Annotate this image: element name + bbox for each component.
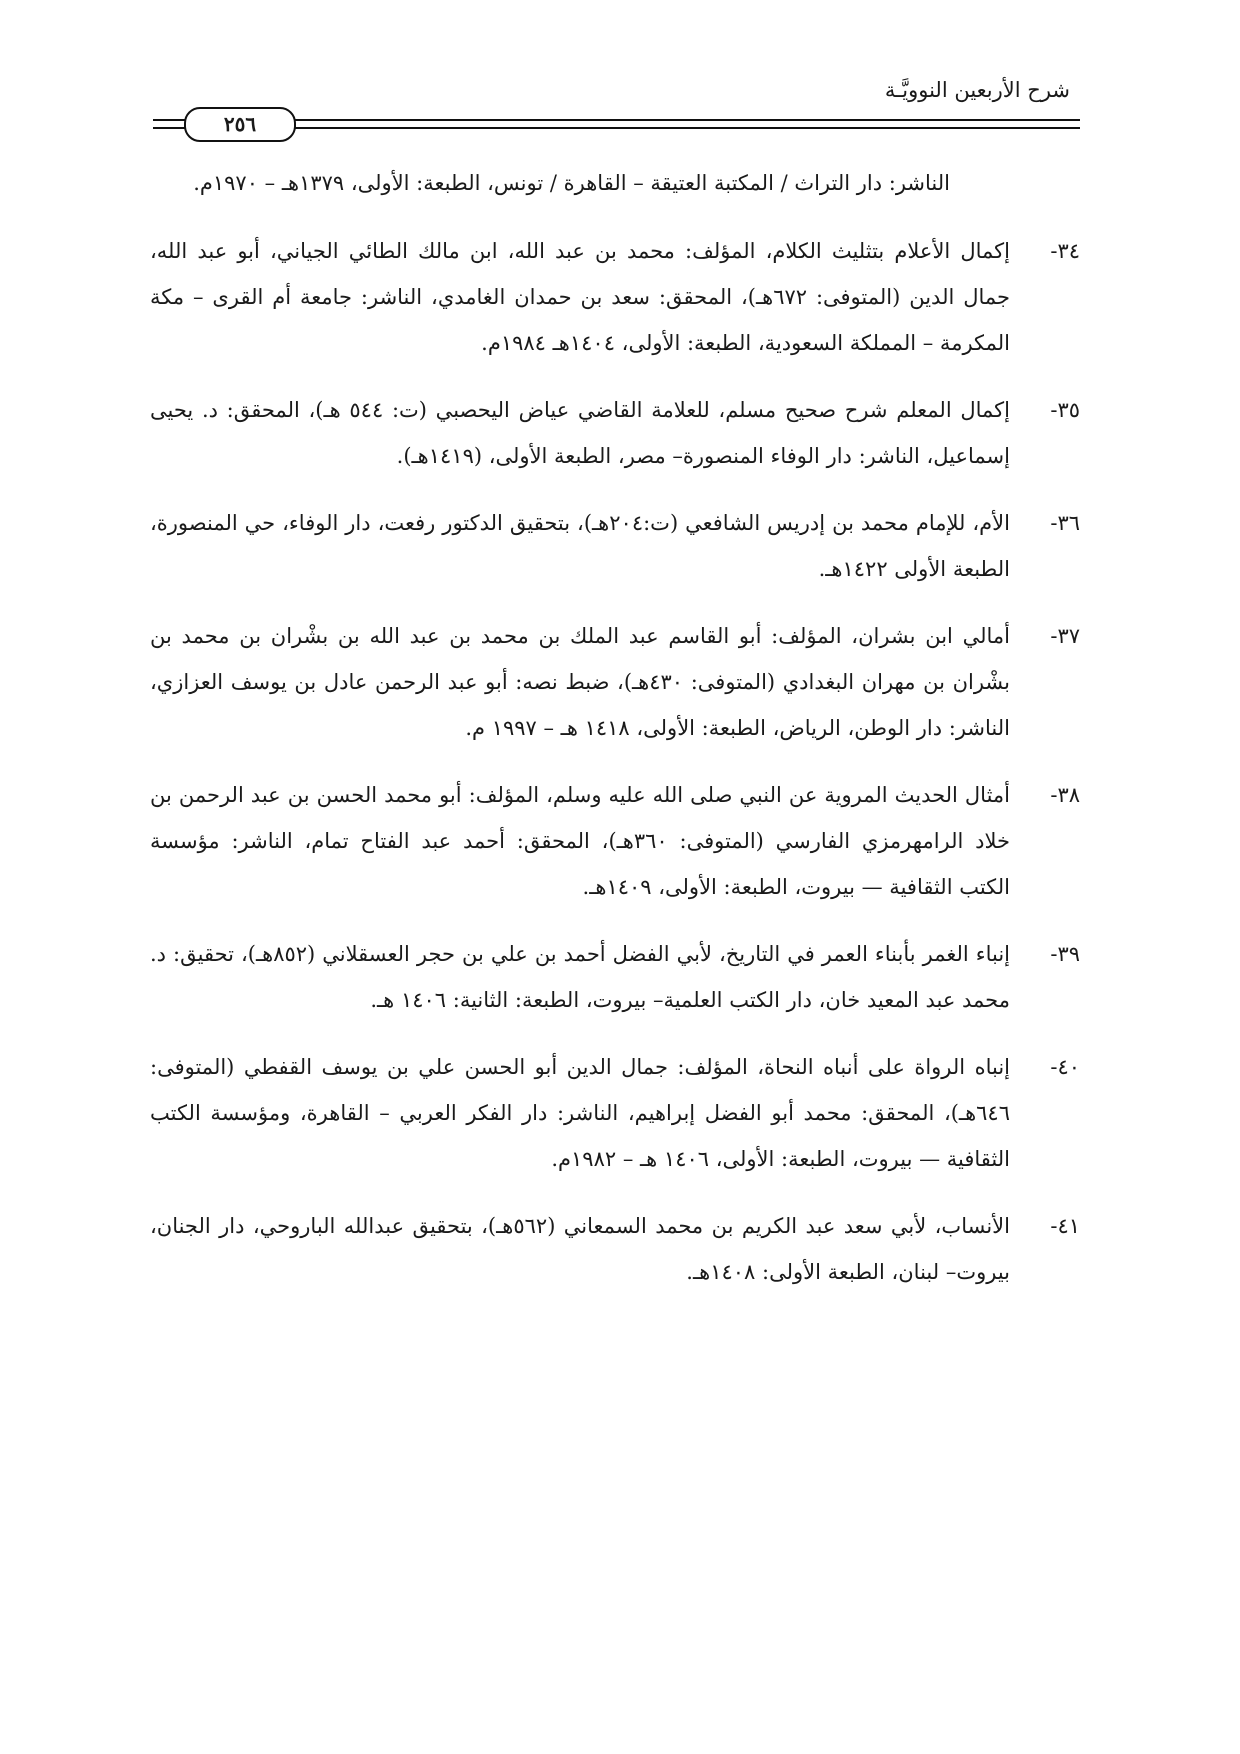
entry-text: أمثال الحديث المروية عن النبي صلى الله عليه وسلم، المؤلف: أبو محمد الحسن بن عبد الرحمن بن خلاد الرامهرمزي الفارسي (المتوفى: ٣٦٠هـ)، المحقق: أحمد عبد الفتاح تمام، الناشر: مؤسسة الكتب الثقافية — بيروت، الطبعة: الأولى، ١٤٠٩هـ. <box>150 783 1010 899</box>
bibliography-entry <box>150 772 1080 910</box>
entry-number: ٣٦- <box>1050 511 1080 535</box>
entry-number: ٤٠- <box>1050 1055 1080 1079</box>
entry-number: ٣٧- <box>1050 624 1080 648</box>
bibliography-entry <box>150 1044 1080 1182</box>
bibliography <box>150 160 1080 1316</box>
running-title: شرح الأربعين النوويَّـة <box>884 78 1070 102</box>
entry-text: أمالي ابن بشران، المؤلف: أبو القاسم عبد الملك بن محمد بن عبد الله بن بشْران بن محمد بن بشْران بن مهران البغدادي (المتوفى: ٤٣٠هـ)، ضبط نصه: أبو عبد الرحمن عادل بن يوسف العزازي، الناشر: دار الوطن، الرياض، الطبعة: الأولى، ١٤١٨ هـ – ١٩٩٧ م. <box>150 624 1010 740</box>
entry-text: إكمال الأعلام بتثليث الكلام، المؤلف: محمد بن عبد الله، ابن مالك الطائي الجياني، أبو عبد الله، جمال الدين (المتوفى: ٦٧٢هـ)، المحقق: سعد بن حمدان الغامدي، الناشر: جامعة أم القرى – مكة المكرمة – المملكة السعودية، الطبعة: الأولى، ١٤٠٤هـ ١٩٨٤م. <box>150 239 1011 355</box>
entry-number: ٣٩- <box>1050 942 1080 966</box>
bibliography-entry <box>150 500 1080 592</box>
bibliography-entry <box>150 228 1080 366</box>
page-number-badge: ٢٥٦ <box>184 107 296 142</box>
entry-number: ٤١- <box>1050 1214 1080 1238</box>
entry-number: ٣٥- <box>1050 398 1080 422</box>
bibliography-entry <box>150 931 1080 1023</box>
entry-number: ٣٤- <box>1050 239 1080 263</box>
bibliography-entry <box>150 1203 1080 1295</box>
entry-number: ٣٨- <box>1050 783 1080 807</box>
entry-text: إنباه الرواة على أنباه النحاة، المؤلف: جمال الدين أبو الحسن علي بن يوسف القفطي (المتوفى: ٦٤٦هـ)، المحقق: محمد أبو الفضل إبراهيم، الناشر: دار الفكر العربي – القاهرة، ومؤسسة الكتب الثقافية — بيروت، الطبعة: الأولى، ١٤٠٦ هـ – ١٩٨٢م. <box>150 1055 1010 1171</box>
bibliography-entry <box>150 613 1080 751</box>
continuation-paragraph: الناشر: دار التراث / المكتبة العتيقة – القاهرة / تونس، الطبعة: الأولى، ١٣٧٩هـ – ١٩٧٠م. <box>193 171 950 195</box>
entry-text: إكمال المعلم شرح صحيح مسلم، للعلامة القاضي عياض اليحصبي (ت: ٥٤٤ هـ)، المحقق: د. يحيى إسماعيل، الناشر: دار الوفاء المنصورة– مصر، الطبعة الأولى، (١٤١٩هـ). <box>150 398 1010 468</box>
bibliography-entry <box>150 387 1080 479</box>
entry-text: الأم، للإمام محمد بن إدريس الشافعي (ت:٢٠٤هـ)، بتحقيق الدكتور رفعت، دار الوفاء، حي المنصورة، الطبعة الأولى ١٤٢٢هـ. <box>150 511 1010 581</box>
entry-text: إنباء الغمر بأبناء العمر في التاريخ، لأبي الفضل أحمد بن علي بن حجر العسقلاني (٨٥٢هـ)، تحقيق: د. محمد عبد المعيد خان، دار الكتب العلمية– بيروت، الطبعة: الثانية: ١٤٠٦ هـ. <box>150 942 1010 1012</box>
entry-text: الأنساب، لأبي سعد عبد الكريم بن محمد السمعاني (٥٦٢هـ)، بتحقيق عبدالله الباروحي، دار الجنان، بيروت– لبنان، الطبعة الأولى: ١٤٠٨هـ. <box>150 1214 1010 1284</box>
